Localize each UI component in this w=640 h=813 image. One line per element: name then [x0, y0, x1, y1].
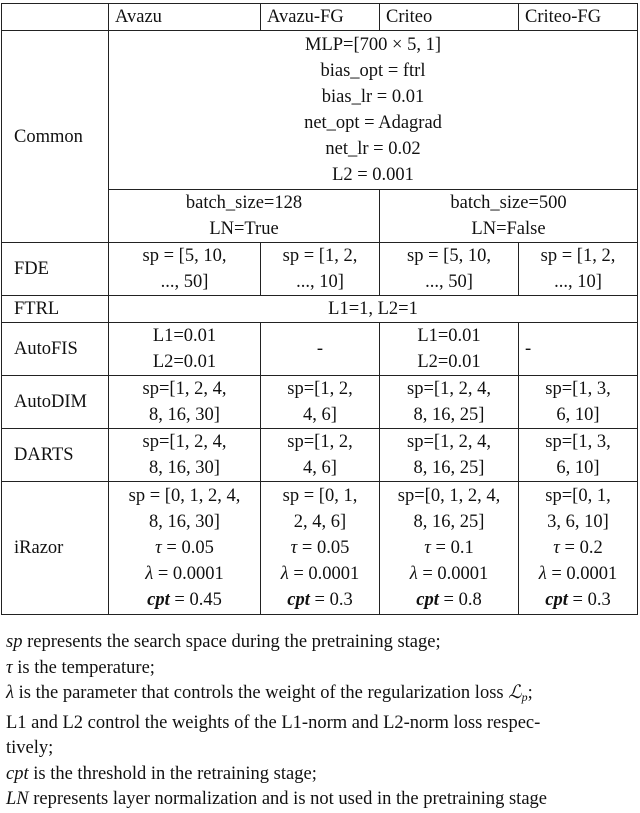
criteo-batch-size: batch_size=500	[450, 193, 567, 213]
cell-line: 6, 10]	[556, 458, 600, 478]
cell-line: L2=0.01	[152, 352, 217, 372]
tau-value: τ = 0.05	[155, 538, 214, 558]
note-lambda	[6, 681, 640, 711]
cell-line: ..., 10]	[296, 272, 344, 292]
autodim-row	[2, 376, 638, 429]
fde-label: FDE	[2, 243, 109, 296]
cell-line: sp=[1, 2, 4,	[407, 432, 491, 452]
criteo-ln: LN=False	[471, 219, 546, 239]
common-bias-lr: bias_lr = 0.01	[321, 87, 425, 107]
cell-line: sp=[0, 1, 2, 4,	[397, 486, 501, 506]
header-blank	[2, 4, 109, 31]
irazor-criteo-fg	[519, 482, 638, 615]
table-notes	[6, 630, 640, 813]
irazor-label: iRazor	[2, 482, 109, 615]
cell-line: sp=[1, 2, 4,	[142, 432, 227, 452]
common-label: Common	[2, 31, 109, 243]
note-l1-l2: L1 and L2 control the weights of the L1-norm and L2-norm loss respec-	[6, 712, 541, 733]
note-symbol: LN	[6, 789, 29, 809]
cell-line: sp = [0, 1,	[282, 486, 358, 506]
note-tau	[6, 656, 640, 682]
common-avazu-cell	[109, 190, 380, 243]
cell-line: 4, 6]	[303, 405, 337, 425]
darts-avazu	[109, 429, 261, 482]
darts-avazu-fg	[261, 429, 380, 482]
header-avazu: Avazu	[109, 4, 261, 31]
cell-line: 3, 6, 10]	[547, 512, 609, 532]
cell-line: 2, 4, 6]	[293, 512, 347, 532]
cell-line: 6, 10]	[556, 405, 600, 425]
note-sp	[6, 630, 640, 656]
lambda-value: λ = 0.0001	[538, 564, 618, 584]
cell-line: sp=[1, 3,	[545, 379, 611, 399]
autofis-criteo-fg: -	[519, 323, 638, 376]
common-criteo-cell	[380, 190, 638, 243]
fde-avazu	[109, 243, 261, 296]
cell-line: 4, 6]	[303, 458, 337, 478]
autofis-avazu-fg: -	[261, 323, 380, 376]
avazu-batch-size: batch_size=128	[185, 193, 303, 213]
cpt-value: cpt = 0.45	[147, 590, 222, 610]
common-l2: L2 = 0.001	[332, 165, 414, 185]
autofis-criteo	[380, 323, 519, 376]
darts-row	[2, 429, 638, 482]
header-avazu-fg: Avazu-FG	[261, 4, 380, 31]
cell-line: 8, 16, 30]	[149, 405, 220, 425]
irazor-avazu-fg	[261, 482, 380, 615]
cell-line: sp=[1, 2, 4,	[407, 379, 491, 399]
irazor-avazu	[109, 482, 261, 615]
cell-line: sp=[0, 1,	[545, 486, 611, 506]
cell-line: sp=[1, 3,	[545, 432, 611, 452]
note-text: is the threshold in the retraining stage;	[28, 763, 317, 784]
fde-criteo	[380, 243, 519, 296]
common-mlp: MLP=[700 × 5, 1]	[305, 35, 441, 55]
cell-line: sp=[1, 2,	[287, 432, 353, 452]
autodim-avazu	[109, 376, 261, 429]
ftrl-value: L1=1, L2=1	[109, 296, 638, 323]
cell-line: sp = [1, 2,	[540, 246, 616, 266]
note-text: represents the search space during the pretraining stage;	[22, 632, 441, 652]
loss-symbol: ℒ	[508, 683, 522, 703]
common-shared-cell	[109, 31, 638, 190]
fde-row	[2, 243, 638, 296]
common-row	[2, 31, 638, 190]
common-bias-opt: bias_opt = ftrl	[320, 61, 426, 81]
irazor-row	[2, 482, 638, 615]
fde-criteo-fg	[519, 243, 638, 296]
autodim-criteo	[380, 376, 519, 429]
darts-criteo-fg	[519, 429, 638, 482]
avazu-ln: LN=True	[209, 219, 279, 239]
autofis-label: AutoFIS	[2, 323, 109, 376]
cell-line: sp = [0, 1, 2, 4,	[128, 486, 241, 506]
note-text: is the temperature;	[12, 657, 155, 678]
note-ln	[6, 787, 640, 813]
loss-subscript: p	[521, 690, 528, 704]
cell-line: 8, 16, 25]	[413, 458, 485, 478]
lambda-value: λ = 0.0001	[409, 564, 489, 584]
note-symbol: cpt	[6, 763, 29, 784]
irazor-criteo	[380, 482, 519, 615]
lambda-value: λ = 0.0001	[145, 564, 224, 584]
tau-value: τ = 0.2	[553, 538, 603, 558]
hyperparameter-table	[1, 3, 638, 615]
ftrl-label: FTRL	[2, 296, 109, 323]
cell-line: 8, 16, 30]	[149, 458, 220, 478]
common-net-opt: net_opt = Adagrad	[304, 113, 442, 133]
common-net-lr: net_lr = 0.02	[325, 139, 421, 159]
note-text: ;	[527, 683, 533, 703]
cell-line: sp=[1, 2,	[287, 379, 353, 399]
ftrl-row	[2, 296, 638, 323]
cpt-value: cpt = 0.3	[545, 590, 611, 610]
cpt-value: cpt = 0.3	[287, 590, 353, 610]
cell-line: L2=0.01	[417, 352, 481, 372]
cell-line: sp = [5, 10,	[142, 246, 227, 266]
note-symbol: τ	[6, 657, 13, 678]
tau-value: τ = 0.05	[290, 538, 350, 558]
header-criteo-fg: Criteo-FG	[519, 4, 638, 31]
darts-criteo	[380, 429, 519, 482]
header-row	[2, 4, 638, 31]
autodim-label: AutoDIM	[2, 376, 109, 429]
lambda-value: λ = 0.0001	[280, 564, 360, 584]
cell-line: ..., 50]	[425, 272, 473, 292]
cell-line: 8, 16, 25]	[413, 405, 485, 425]
fde-avazu-fg	[261, 243, 380, 296]
tau-value: τ = 0.1	[424, 538, 474, 558]
cell-line: sp=[1, 2, 4,	[142, 379, 227, 399]
cell-line: L1=0.01	[417, 326, 481, 346]
cell-line: ..., 50]	[160, 272, 209, 292]
header-criteo: Criteo	[380, 4, 519, 31]
note-text: is the parameter that controls the weight of the regularization loss	[14, 683, 509, 703]
cell-line: sp = [1, 2,	[282, 246, 358, 266]
cell-line: sp = [5, 10,	[407, 246, 491, 266]
note-l1-l2-cont: tively;	[6, 738, 54, 758]
cell-line: 8, 16, 25]	[413, 512, 485, 532]
darts-label: DARTS	[2, 429, 109, 482]
autodim-avazu-fg	[261, 376, 380, 429]
autodim-criteo-fg	[519, 376, 638, 429]
cpt-value: cpt = 0.8	[416, 590, 482, 610]
note-symbol: sp	[6, 632, 23, 652]
cell-line: 8, 16, 30]	[149, 512, 220, 532]
autofis-row	[2, 323, 638, 376]
cell-line: ..., 10]	[554, 272, 602, 292]
cell-line: L1=0.01	[152, 326, 217, 346]
note-cpt	[6, 762, 640, 788]
note-text: represents layer normalization and is not used in the pretraining stage	[28, 789, 547, 809]
note-symbol: λ	[6, 683, 15, 703]
autofis-avazu	[109, 323, 261, 376]
